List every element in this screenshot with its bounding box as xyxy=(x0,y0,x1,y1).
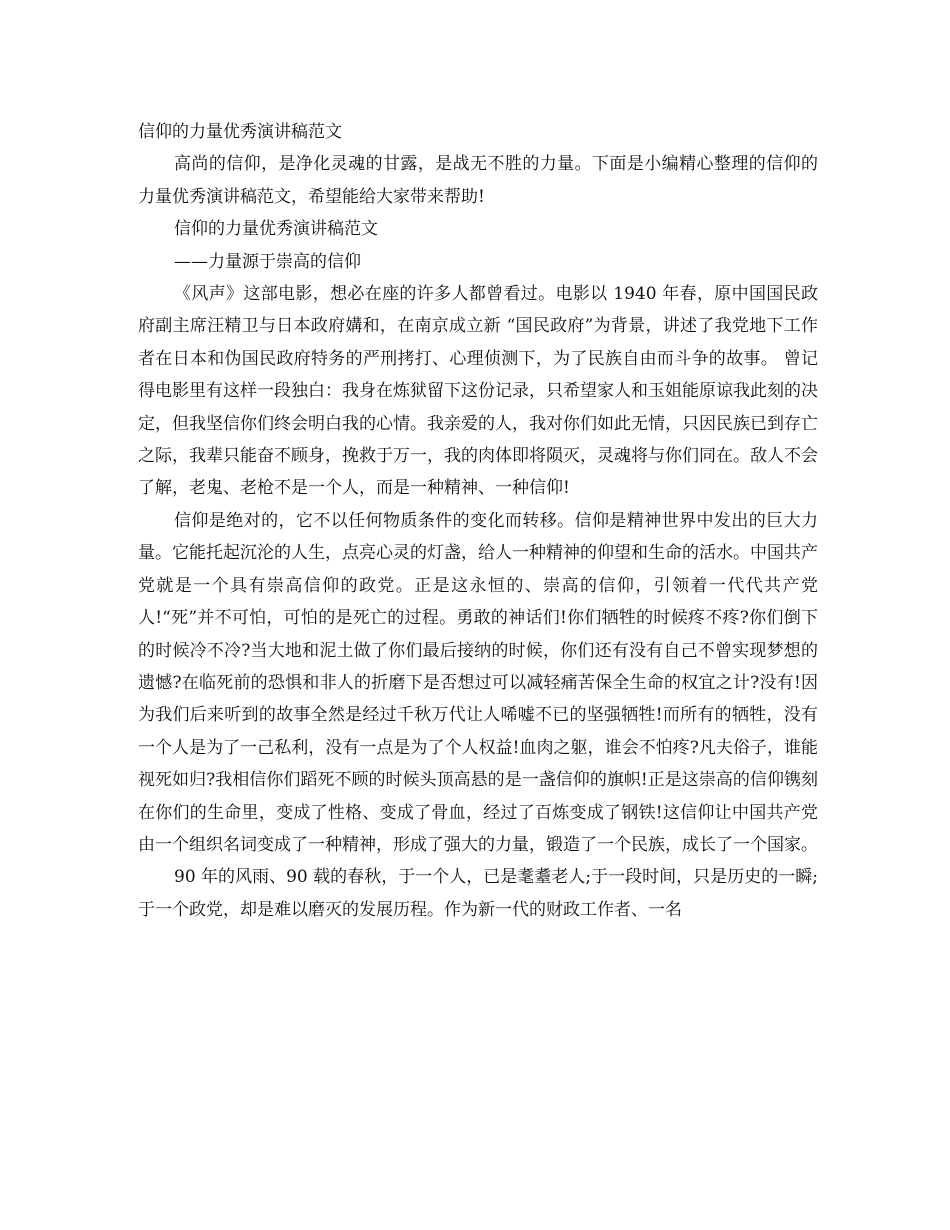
body-paragraph-1: 《风声》这部电影，想必在座的许多人都曾看过。电影以 1940 年春，原中国国民政府副主席汪精卫与日本政府媾和，在南京成立新 “国民政府”为背景，讲述了我党地下工作者在日本和伪国民政府特务的严刑拷打、心理侦测下，为了民族自由而斗争的故事。 曾记得电影里有这样一段独白：我身在炼狱留下这份记录，只希望家人和玉姐能原谅我此刻的决定，但我坚信你们终会明白我的心情。我亲爱的人，我对你们如此无情，只因民族已到存亡之际，我辈只能奋不顾身，挽救于万一，我的肉体即将陨灭，灵魂将与你们同在。敌人不会了解，老鬼、老枪不是一个人，而是一种精神、一种信仰! xyxy=(138,284,818,499)
body-paragraph-3: 90 年的风雨、90 载的春秋，于一个人，已是耄耋老人;于一段时间，只是历史的一瞬;于一个政党，却是难以磨灭的发展历程。作为新一代的财政工作者、一名 xyxy=(138,867,818,920)
body-paragraph-2: 信仰是绝对的，它不以任何物质条件的变化而转移。信仰是精神世界中发出的巨大力量。它能托起沉沦的人生，点亮心灵的灯盏，给人一种精神的仰望和生命的活水。中国共产党就是一个具有崇高信仰的政党。正是这永恒的、崇高的信仰，引领着一代代共产党人!“死”并不可怕，可怕的是死亡的过程。勇敢的神话们!你们牺牲的时候疼不疼?你们倒下的时候冷不冷?当大地和泥土做了你们最后接纳的时候，你们还有没有自己不曾实现梦想的遗憾?在临死前的恐惧和非人的折磨下是否想过可以减轻痛苦保全生命的权宜之计?没有!因为我们后来听到的故事全然是经过千秋万代让人唏嘘不已的坚强牺牲!而所有的牺牲，没有一个人是为了一己私利，没有一点是为了个人权益!血肉之躯，谁会不怕疼?凡夫俗子，谁能视死如归?我相信你们蹈死不顾的时候头顶高悬的是一盏信仰的旗帜!正是这崇高的信仰镌刻在你们的生命里，变成了性格、变成了骨血，经过了百炼变成了钢铁!这信仰让中国共产党由一个组织名词变成了一种精神，形成了强大的力量，锻造了一个民族，成长了一个国家。 xyxy=(138,510,818,855)
intro-paragraph: 高尚的信仰，是净化灵魂的甘露，是战无不胜的力量。下面是小编精心整理的信仰的力量优秀演讲稿范文，希望能给大家带来帮助! xyxy=(138,154,818,207)
speech-tagline: ——力量源于崇高的信仰 xyxy=(174,251,361,272)
document-title: 信仰的力量优秀演讲稿范文 xyxy=(138,122,342,142)
document-page xyxy=(138,116,818,926)
speech-title: 信仰的力量优秀演讲稿范文 xyxy=(174,219,378,240)
